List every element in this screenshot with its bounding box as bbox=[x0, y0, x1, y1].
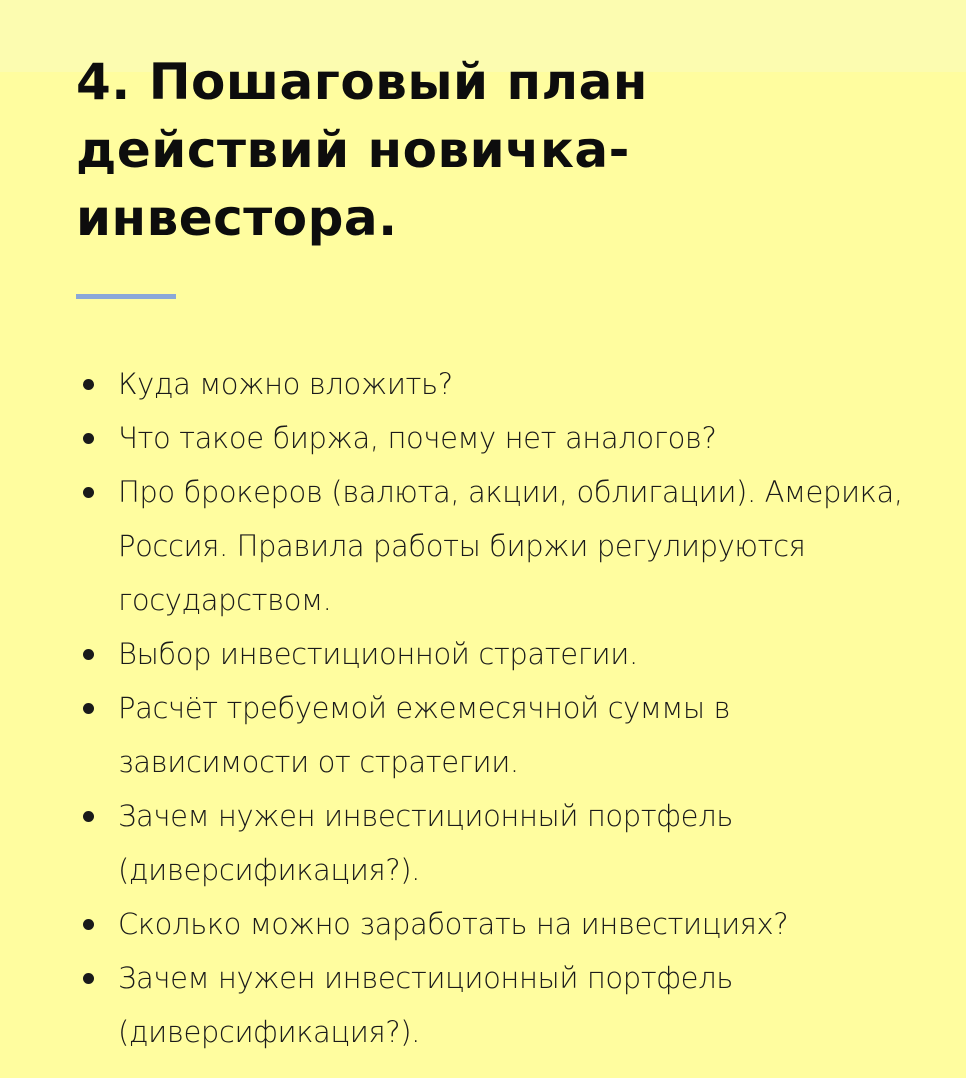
list-item-text: Выбор инвестиционной стратегии. bbox=[118, 637, 638, 671]
list-item-text: Зачем нужен инвестиционный портфель (диверсификация?). bbox=[118, 961, 733, 1049]
plan-list bbox=[76, 357, 936, 1059]
list-item bbox=[76, 357, 908, 411]
bullet-icon bbox=[83, 487, 94, 498]
list-item-text: Сколько можно заработать на инвестициях? bbox=[118, 907, 789, 941]
list-item bbox=[76, 681, 908, 789]
bullet-icon bbox=[83, 919, 94, 930]
list-item bbox=[76, 465, 908, 627]
list-item bbox=[76, 897, 908, 951]
list-item-text: Куда можно вложить? bbox=[118, 367, 453, 401]
bullet-icon bbox=[83, 649, 94, 660]
list-item-text: Зачем нужен инвестиционный портфель (диверсификация?). bbox=[118, 799, 733, 887]
bullet-icon bbox=[83, 379, 94, 390]
list-item-text: Про брокеров (валюта, акции, облигации). Америка, Россия. Правила работы биржи регулируются государством. bbox=[118, 475, 903, 617]
list-item-text: Что такое биржа, почему нет аналогов? bbox=[118, 421, 717, 455]
bullet-icon bbox=[83, 703, 94, 714]
list-item bbox=[76, 789, 908, 897]
title-divider bbox=[76, 294, 176, 299]
bullet-icon bbox=[83, 433, 94, 444]
list-item bbox=[76, 951, 908, 1059]
list-item-text: Расчёт требуемой ежемесячной суммы в зависимости от стратегии. bbox=[118, 691, 731, 779]
bullet-icon bbox=[83, 811, 94, 822]
section-content bbox=[76, 48, 936, 1059]
list-item bbox=[76, 627, 908, 681]
section-title: 4. Пошаговый план действий новичка-инвестора. bbox=[76, 53, 648, 247]
list-item bbox=[76, 411, 908, 465]
bullet-icon bbox=[83, 973, 94, 984]
